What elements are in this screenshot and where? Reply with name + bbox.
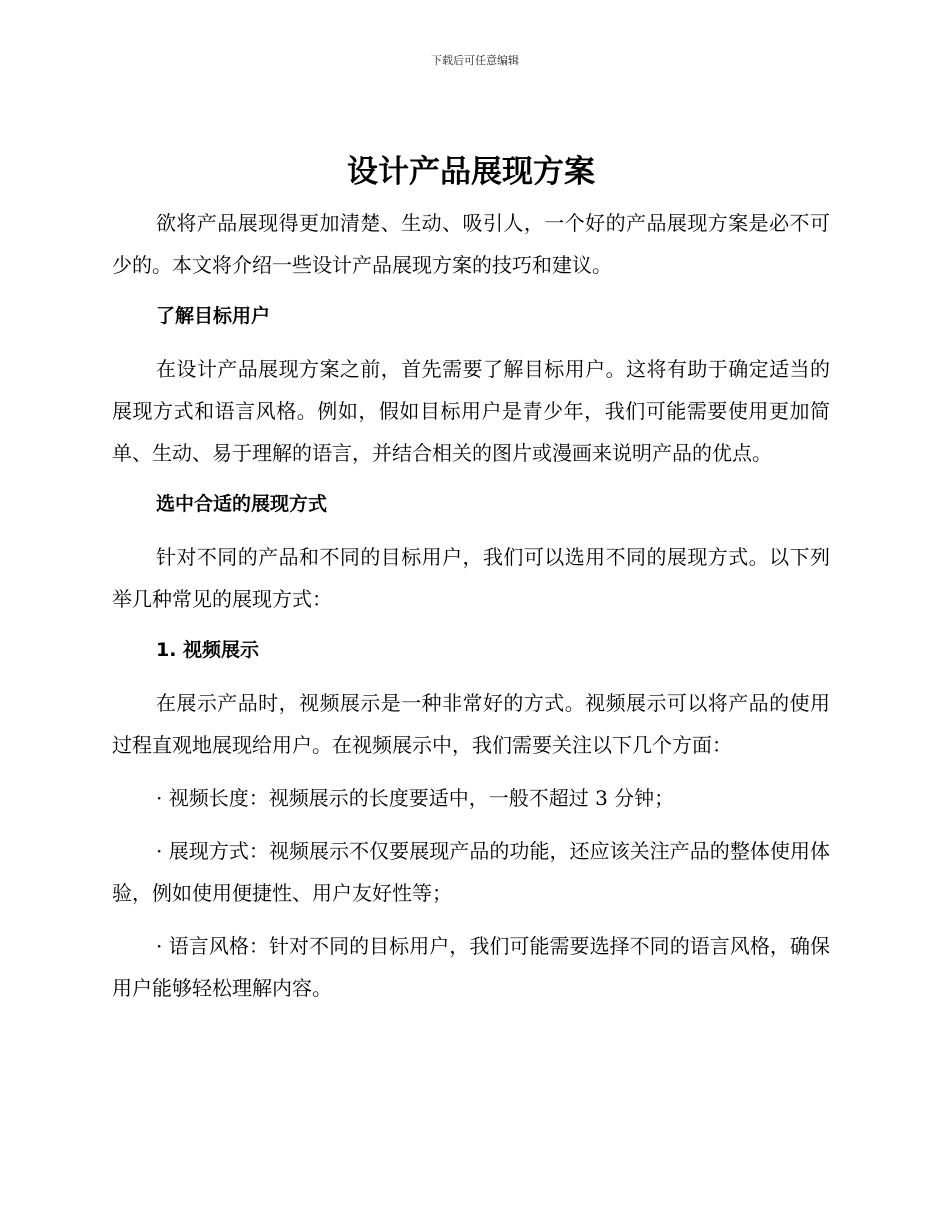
bullet-item-video-length: · 视频长度：视频展示的长度要适中，一般不超过 3 分钟； (156, 786, 675, 810)
bullet-item-language-style: · 语言风格：针对不同的目标用户，我们可能需要选择不同的语言风格，确保用户能够轻松理解内容。 (112, 934, 830, 1000)
document-body (112, 150, 830, 1009)
bullet-item-display-method: · 展现方式：视频展示不仅要展现产品的功能，还应该关注产品的整体使用体验，例如使用便捷性、用户友好性等； (112, 839, 830, 905)
section-heading-display-method: 选中合适的展现方式 (156, 493, 328, 515)
intro-paragraph: 欲将产品展现得更加清楚、生动、吸引人，一个好的产品展现方案是必不可少的。本文将介绍一些设计产品展现方案的技巧和建议。 (112, 211, 830, 277)
page-header-note: 下载后可任意编辑 (431, 54, 519, 67)
section-heading-target-users: 了解目标用户 (156, 305, 271, 327)
section-paragraph-video: 在展示产品时，视频展示是一种非常好的方式。视频展示可以将产品的使用过程直观地展现给用户。在视频展示中，我们需要关注以下几个方面： (112, 691, 830, 757)
section-paragraph-target-users: 在设计产品展现方案之前，首先需要了解目标用户。这将有助于确定适当的展现方式和语言风格。例如，假如目标用户是青少年，我们可能需要使用更加简单、生动、易于理解的语言，并结合相关的图片或漫画来说明产品的优点。 (112, 357, 830, 465)
section-heading-video: 1. 视频展示 (156, 639, 260, 661)
section-paragraph-display-method: 针对不同的产品和不同的目标用户，我们可以选用不同的展现方式。以下列举几种常见的展现方式： (112, 545, 830, 611)
document-title: 设计产品展现方案 (347, 154, 595, 190)
